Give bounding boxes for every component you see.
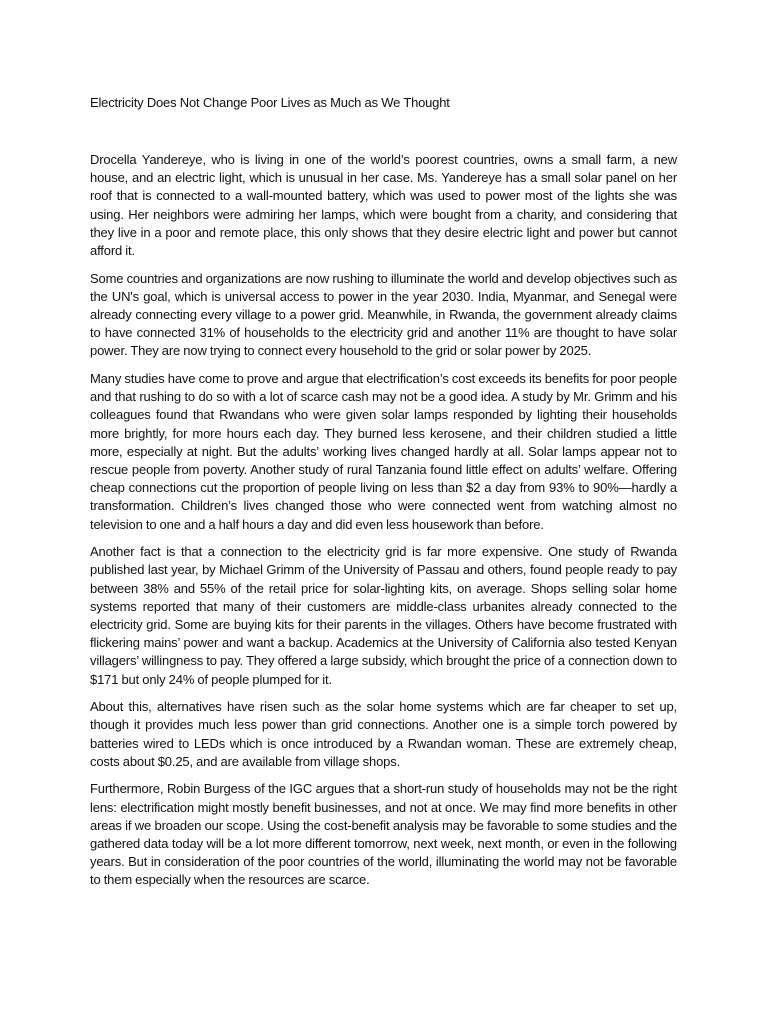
paragraph-1: Drocella Yandereye, who is living in one of the world’s poorest countries, owns a small farm, a new house, and an electric light, which is unusual in her case. Ms. Yandereye has a small solar panel on her roof that is connected to a wall-mounted battery, which was used to power most of the lights she was using. Her neighbors were admiring her lamps, which were bought from a charity, and considering that they live in a poor and remote place, this only shows that they desire electric light and power but cannot afford it. xyxy=(90,152,677,259)
paragraph-4: Another fact is that a connection to the electricity grid is far more expensive. One study of Rwanda published last year, by Michael Grimm of the University of Passau and others, found people ready to pay between 38% and 55% of the retail price for solar-lighting kits, on average. Shops selling solar home systems reported that many of their customers are middle-class urbanites already connected to the electricity grid. Some are buying kits for their parents in the villages. Others have become frustrated with flickering mains’ power and want a backup. Academics at the University of California also tested Kenyan villagers’ willingness to pay. They offered a large subsidy, which brought the price of a connection down to $171 but only 24% of people plumped for it. xyxy=(90,544,677,687)
document-title: Electricity Does Not Change Poor Lives as Much as We Thought xyxy=(90,95,450,110)
paragraph-3: Many studies have come to prove and argue that electrification’s cost exceeds its benefits for poor people and that rushing to do so with a lot of scarce cash may not be a good idea. A study by Mr. Grimm and his colleagues found that Rwandans who were given solar lamps responded by lighting their households more brightly, for more hours each day. They burned less kerosene, and their children studied a little more, especially at night. But the adults’ working lives changed hardly at all. Solar lamps appear not to rescue people from poverty. Another study of rural Tanzania found little effect on adults’ welfare. Offering cheap connections cut the proportion of people living on less than $2 a day from 93% to 90%—hardly a transformation. Children’s lives changed those who were connected went from watching almost no television to one and a half hours a day and did even less housework than before. xyxy=(90,371,677,532)
paragraph-5: About this, alternatives have risen such as the solar home systems which are far cheaper to set up, though it provides much less power than grid connections. Another one is a simple torch powered by batteries wired to LEDs which is once introduced by a Rwandan woman. These are extremely cheap, costs about $0.25, and are available from village shops. xyxy=(90,699,677,769)
paragraph-2: Some countries and organizations are now rushing to illuminate the world and develop objectives such as the UN's goal, which is universal access to power in the year 2030. India, Myanmar, and Senegal were already connecting every village to a power grid. Meanwhile, in Rwanda, the government already claims to have connected 31% of households to the electricity grid and another 11% are thought to have solar power. They are now trying to connect every household to the grid or solar power by 2025. xyxy=(90,270,677,359)
paragraph-6: Furthermore, Robin Burgess of the IGC argues that a short-run study of households may not be the right lens: electrification might mostly benefit businesses, and not at once. We may find more benefits in other areas if we broaden our scope. Using the cost-benefit analysis may be favorable to some studies and the gathered data today will be a lot more different tomorrow, next week, next month, or even in the following years. But in consideration of the poor countries of the world, illuminating the world may not be favorable to them especially when the resources are scarce. xyxy=(90,781,677,888)
document-page xyxy=(90,94,677,899)
